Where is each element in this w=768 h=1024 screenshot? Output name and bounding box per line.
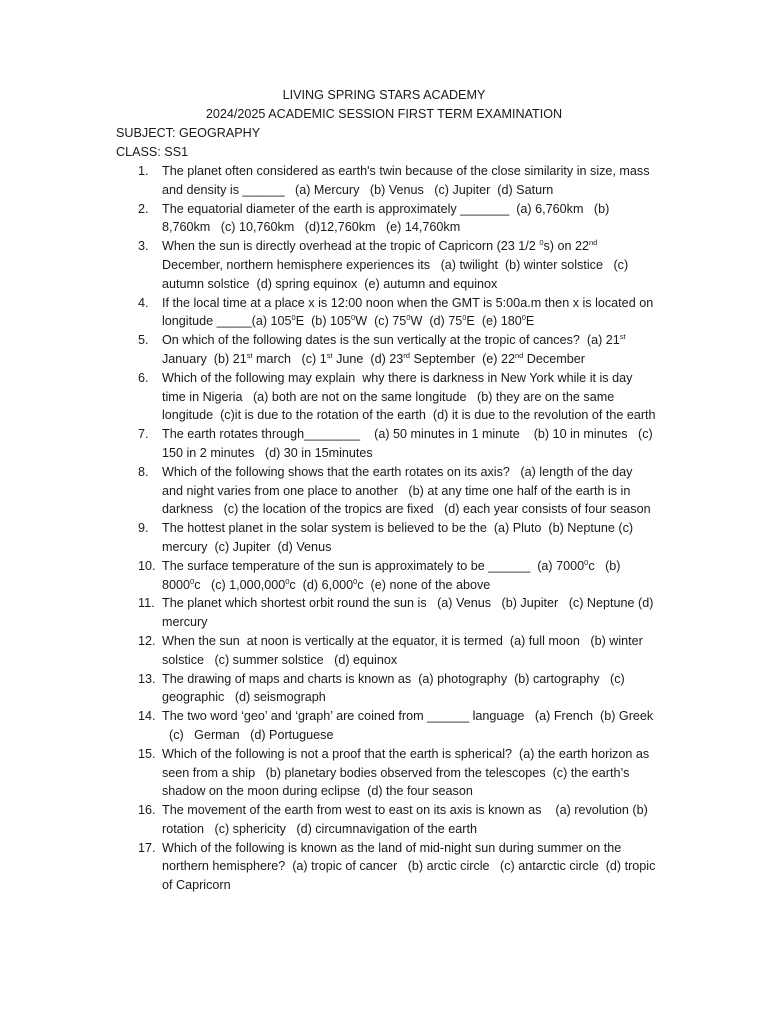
question-text: If the local time at a place x is 12:00 noon when the GMT is 5:00a.m then x is located on longitude _____(a) $105^0E$ (b) $105^0W$ (c) $75^0W$ (d) $75^0E$ (e) $180^0E$ [162,295,654,329]
question-number: 12. [138,633,156,648]
question-number: 2. [138,201,149,216]
question-number: 10. [138,558,156,573]
question-item [116,594,656,632]
exam-session-title: 2024/2025 ACADEMIC SESSION FIRST TERM EXAMINATION [205,107,563,121]
question-list [116,162,656,895]
question-number: 7. [138,427,149,442]
question-number: 8. [138,464,149,479]
subject-line: SUBJECT: GEOGRAPHY [116,126,261,140]
question-text: The hottest planet in the solar system is believed to be the (a) Pluto (b) Neptune (c) mercury (c) Jupiter (d) Venus [162,521,634,554]
question-number: 13. [138,671,156,686]
question-text: The two word ‘geo’ and ‘graph’ are coined from ______ language (a) French (b) Greek (c) German (d) Portuguese [162,709,654,742]
question-item [116,237,656,293]
question-item [116,632,656,670]
question-item [116,745,656,801]
question-number: 5. [138,333,149,348]
question-item [116,801,656,839]
question-number: 1. [138,164,149,178]
question-text: Which of the following may explain why there is darkness in New York while it is day time in Nigeria (a) both are not on the same longitude (b) they are on the same longitude (c)it is due to the rotation of the earth (d) it is due to the revolution of the earth [162,370,656,423]
question-item [116,670,656,708]
question-text: On which of the following dates is the sun vertically at the tropic of cances? (a) 21st January (b) 21st march (c) 1st June (d) 23rd September (e) 22nd December [162,332,626,366]
question-item [116,707,656,745]
question-number: 3. [138,239,149,254]
question-number: 17. [138,840,156,855]
question-number: 14. [138,709,156,724]
question-item [116,331,656,369]
question-text: Which of the following shows that the earth rotates on its axis? (a) length of the day and night varies from one place to another (b) at any time one half of the earth is in darkness (c) the location of the tropics are fixed (d) each year consists of four season [162,464,651,517]
question-item [116,369,656,425]
question-item [116,519,656,557]
question-number: 4. [138,295,149,310]
question-item [116,557,656,595]
question-item [116,463,656,519]
question-text: Which of the following is known as the land of mid-night sun during summer on the northern hemisphere? (a) tropic of cancer (b) arctic circle (c) antarctic circle (d) tropic of Capricorn [162,840,656,893]
question-item [116,162,656,200]
question-text: The earth rotates through________ (a) 50 minutes in 1 minute (b) 10 in minutes (c) 150 in 2 minutes (d) 30 in 15minutes [162,427,653,460]
question-item [116,294,656,332]
school-name: LIVING SPRING STARS ACADEMY [282,88,486,102]
class-line: CLASS: SS1 [116,145,189,159]
question-text: The movement of the earth from west to east on its axis is known as (a) revolution (b) rotation (c) sphericity (d) circumnavigation of the earth [162,803,648,836]
question-text: When the sun at noon is vertically at the equator, it is termed (a) full moon (b) winter solstice (c) summer solstice (d) equinox [162,633,643,667]
question-number: 16. [138,803,156,818]
question-text: Which of the following is not a proof that the earth is spherical? (a) the earth horizon as seen from a ship (b) planetary bodies observed from the telescopes (c) the earth’s shadow on the moon during eclipse (d) the four season [162,746,650,799]
question-item [116,425,656,463]
question-text: The drawing of maps and charts is known as (a) photography (b) cartography (c) geographic (d) seismograph [162,671,625,705]
question-text: The surface temperature of the sun is approximately to be ______ (a) 7000$^0$c (b) 8000$^0$c (c) 1,000,000$^0$c (d) 6,000$^0$c (e) none of the above [162,557,621,592]
question-number: 6. [138,370,149,385]
question-number: 9. [138,521,149,536]
question-item [116,200,656,238]
question-item [116,839,656,895]
question-text: The equatorial diameter of the earth is approximately _______ (a) 6,760km (b) 8,760km (c) 10,760km (d)12,760km (e) 14,760km [162,201,610,235]
question-number: 15. [138,746,156,761]
question-text: The planet often considered as earth's twin because of the close similarity in size, mass and density is ______ (a) Mercury (b) Venus (c) Jupiter (d) Saturn [162,164,650,197]
question-number: 11. [138,596,155,611]
question-text: The planet which shortest orbit round the sun is (a) Venus (b) Jupiter (c) Neptune (d) mercury [162,596,654,630]
question-text: When the sun is directly overhead at the tropic of Capricorn (23 1/2 $^0$s) on 22nd December, northern hemisphere experiences its (a) twilight (b) winter solstice (c) autumn solstice (d) spring equinox (e) autumn and equinox [162,238,629,291]
